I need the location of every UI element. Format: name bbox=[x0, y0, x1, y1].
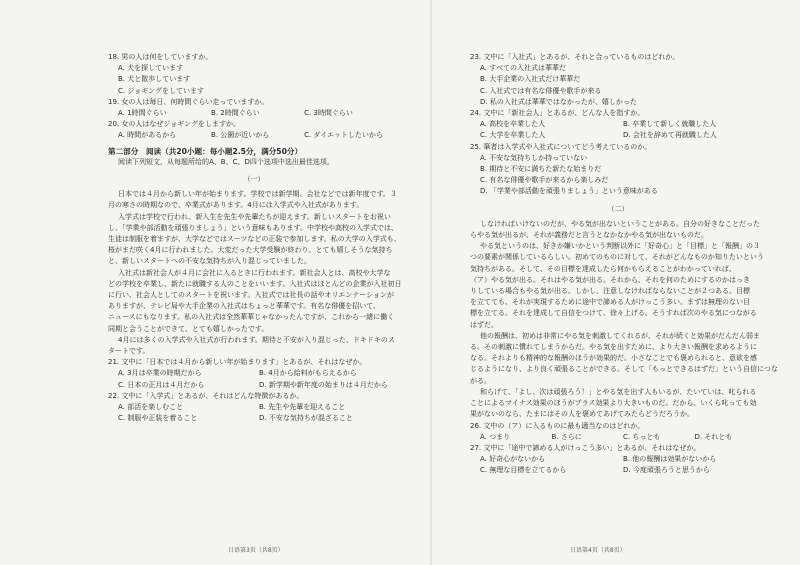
question-26-option-d: D. それとも bbox=[694, 432, 733, 441]
passage-2-line: なる。それよりも精神的な報酬のほうが効果的だ。小さなことでも褒められると、意欲を感 bbox=[470, 354, 757, 363]
passage-1-line: 入学式は学校で行われ、新入生を先生や先輩たちが迎えます。新しいスタートをお祝い bbox=[118, 212, 391, 221]
question-19-option-a: A. 1時間ぐらい bbox=[118, 109, 167, 118]
passage-2-line: りしている場合もやる気が出る。しかし、注意しなければならないことが２つある。目標 bbox=[470, 287, 750, 296]
question-19-option-b: B. 2時間ぐらい bbox=[211, 109, 260, 118]
question-21-option-a: A. 3月は卒業の時期だから bbox=[118, 369, 202, 378]
passage-2-line: （ア）やる気が出る。それはやる気が出る。それから、それを何のためにするのかはっき bbox=[470, 275, 750, 284]
passage-1-line: に行い、社会人としてのスタートを祝います。入社式では社長の話やオリエンテーションが bbox=[108, 291, 395, 300]
question-27-option-a: A. 好奇心がないから bbox=[480, 455, 546, 464]
question-27-option-d: D. 今度頑張ろうと思うから bbox=[623, 466, 710, 475]
question-23-option-a: A. すべての入社式は華華だ bbox=[480, 64, 566, 73]
section-heading: 第二部分 阅读（共20小题：每小题2.5分，满分50分） bbox=[108, 146, 303, 156]
question-21-options-ab bbox=[108, 368, 400, 379]
question-27-stem: 27. 文中に「途中で諦める人がけっこう多い」とあるが、それはなぜか。 bbox=[470, 443, 701, 452]
question-21-option-c: C. 日本の正月は４月だから bbox=[118, 380, 205, 389]
question-21-stem: 21. 文中に「日本では４月から新しい年が始まります」とあるが、それはなぜか。 bbox=[108, 358, 367, 367]
passage-1-line: 4月には多くの入学式や入社式が行われます。期待と不安が入り混じった、ドキドキのス bbox=[118, 335, 395, 344]
question-24-option-b: B. 卒業して新しく就職した人 bbox=[623, 120, 717, 129]
passage-1-line: 日本では４月から新しい年が始まります。学校では新学期、会社などでは新年度です。３ bbox=[118, 190, 397, 199]
question-19-options bbox=[108, 108, 400, 119]
section-instruction: 阅读下列短文，从每题所给的A、B、C、D四个选项中选出最佳选项。 bbox=[118, 157, 334, 166]
question-22-options-cd bbox=[108, 413, 400, 424]
passage-2-line: を立てても、それが実現するために途中で諦める人がけっこう多い。まずは無理のない目 bbox=[470, 298, 750, 307]
passage-1-line: どの学校を卒業し、新たに就職する人のことをいいます。入社式はほとんどの企業が入社初日 bbox=[108, 279, 402, 288]
question-24-option-c: C. 大学を卒業した人 bbox=[480, 131, 546, 140]
passage-2-line: 他の報酬は、初めは非常にやる気を刺激してくれるが、それが続くと効果がだんだん弱ま bbox=[480, 331, 760, 340]
question-22-option-c: C. 制服や正装を着ること bbox=[118, 414, 198, 423]
question-20-option-c: C. ダイエットしたいから bbox=[304, 131, 383, 140]
passage-2-line: 果がないのなら、たまにはその人を褒めてあげてみたらどうだろうか。 bbox=[470, 410, 694, 419]
passage-1-line: 同期と会うことができて、とても嬉しかったです。 bbox=[108, 324, 269, 333]
question-22-option-b: B. 先生や先輩を迎えること bbox=[259, 403, 346, 412]
question-18-option-c: C. ジョギングをしています bbox=[118, 86, 204, 95]
question-25-option-b: B. 期待と不安に満ちた新たな始まりだ bbox=[480, 165, 602, 174]
left-page bbox=[108, 52, 400, 552]
passage-2-line: つの要素が関係しているらしい。初めてのものに対して、それがどんなものか知りたいという bbox=[470, 253, 764, 262]
question-20-options bbox=[108, 130, 400, 141]
passage-2-line: しなければいけないのだが、やる気が出ないということがある。自分の好きなことだった bbox=[480, 219, 760, 228]
question-24-option-a: A. 高校を卒業した人 bbox=[480, 120, 546, 129]
passage-2-line: 標を立てる。それを達成して自信をつけて、徐々上げる。そうすれば次のやる気につながる bbox=[470, 309, 757, 318]
question-24-options-ab bbox=[470, 119, 766, 130]
question-24-option-d: D. 会社を辞めて再就職した人 bbox=[623, 131, 717, 140]
question-22-stem: 22. 文中に「入学式」とあるが、それはどんな特徴があるか。 bbox=[108, 391, 304, 400]
passage-2 bbox=[470, 219, 778, 421]
question-25-option-c: C. 有名な俳優や歌手が来るから楽しみだ bbox=[480, 176, 609, 185]
question-19-option-c: C. 3時間ぐらい bbox=[304, 109, 353, 118]
page-footer: 日语第4页（共8页） bbox=[570, 546, 626, 554]
passage-1-line: と、新しいスタートへの不安な気持ちが入り混じっていました。 bbox=[108, 257, 311, 266]
question-26-options bbox=[470, 432, 766, 443]
question-21-option-b: B. 4月から給料がもらえるから bbox=[259, 369, 357, 378]
question-23-stem: 23. 文中に「入社式」とあるが、それと合っているものはどれか。 bbox=[470, 53, 680, 61]
passage-1-title: （一） bbox=[243, 175, 265, 184]
passage-1-line: 生徒は制服を着ますが、大学などではスーツなどの正装で参加します。私の大学の入学式も、 bbox=[108, 235, 401, 244]
question-24-stem: 24. 文中に「新社会人」とあるが、どんな人を指すか。 bbox=[470, 109, 645, 118]
passage-1-line: し、「学業や部活動を頑張りましょう」という意味もあります。中学校や高校の入学式では、 bbox=[108, 223, 398, 232]
question-22-options-ab bbox=[108, 402, 400, 413]
question-21-options-cd bbox=[108, 380, 400, 391]
passage-2-line: はずだ。 bbox=[470, 320, 498, 329]
passage-2-line: じるようになり、より良く頑張ることができる。そして「もっとできるはずだ」という自信につな bbox=[470, 365, 778, 374]
question-18-stem: 18. 男の人は何をしていますか。 bbox=[108, 53, 213, 61]
question-20-stem: 20. 女の人はなぜジョギングをしますか。 bbox=[108, 120, 241, 129]
passage-1-line: 桜がまだ咲く4月に行われました。大変だった大学受験が終わり、とても嬉しそうな気持ち bbox=[108, 246, 393, 255]
passage-2-line: らやる気が出るが、それが義務だと言うとなかなかやる気が出ないものだ。 bbox=[470, 231, 708, 240]
question-19-stem: 19. 女の人は毎日、何時間ぐらい走っていますか。 bbox=[108, 97, 269, 106]
question-27-options-cd bbox=[470, 465, 766, 476]
passage-1-line: タートです。 bbox=[108, 347, 150, 356]
passage-1 bbox=[108, 189, 400, 357]
passage-2-line: る。その刺激に慣れてしまうからだ。やる気を出すために、より大きい報酬を求めるように bbox=[470, 343, 757, 352]
question-24-options-cd bbox=[470, 130, 766, 141]
page-fold bbox=[430, 0, 432, 565]
question-18-option-a: A. 犬を探しています bbox=[118, 64, 184, 73]
question-20-option-a: A. 時間があるから bbox=[118, 131, 177, 140]
passage-2-line: やる気というのは、好きか嫌いかという判断以外に「好奇心」と「目標」と「報酬」の３ bbox=[480, 242, 760, 251]
question-27-option-b: B. 他の報酬は効果がないから bbox=[623, 455, 717, 464]
question-25-option-a: A. 不安な気持ちしか持っていない bbox=[480, 153, 588, 162]
question-26-option-c: C. ちっとも bbox=[623, 432, 661, 441]
passage-1-line: ありますが、テレビ局や大手企業の入社式はちょっと華華です。有名な俳優を招いて、 bbox=[108, 302, 381, 311]
passage-2-line: 気持ちがある。そして、その目標を達成したら何かもらえることがわかっていれば、 bbox=[470, 264, 736, 273]
question-22-option-d: D. 不安な気持ちが混ざること bbox=[259, 414, 353, 423]
question-25-option-d: D. 「学業や部活動を頑張りましょう」という意味がある bbox=[480, 187, 658, 196]
question-27-options-ab bbox=[470, 454, 766, 465]
question-26-stem: 26. 文中の（ア）に入るものに最も適当なのはどれか。 bbox=[470, 421, 645, 430]
passage-2-line: ことによるマイナス効果のほうがプラス効果より大きいものだ。だから、いくら叱っても効 bbox=[470, 399, 757, 408]
question-27-option-c: C. 無理な目標を立てるから bbox=[480, 466, 567, 475]
question-21-option-d: D. 新学期や新年度の始まりは４月だから bbox=[259, 380, 388, 389]
question-23-option-c: C. 入社式では有名な俳優や歌手が来る bbox=[480, 86, 602, 95]
passage-1-line: 入社式は新社会人が４月に会社に入るときに行われます。新社会人とは、高校や大学な bbox=[118, 268, 391, 277]
passage-2-line: がる。 bbox=[470, 376, 491, 385]
page-footer: 日语第3页（共8页） bbox=[228, 546, 284, 554]
passage-2-title: （二） bbox=[607, 204, 629, 213]
passage-1-line: ニュースにもなります。私の入社式は全然華華じゃなかったんですが、これから一緒に働く bbox=[108, 313, 395, 322]
question-20-option-b: B. 公園が近いから bbox=[211, 131, 270, 140]
right-page bbox=[470, 52, 778, 554]
question-23-option-d: D. 私の入社式は華華ではなかったが、嬉しかった bbox=[480, 97, 637, 106]
question-22-option-a: A. 部活を楽しむこと bbox=[118, 403, 184, 412]
question-23-option-b: B. 大手企業の入社式だけ華華だ bbox=[480, 75, 581, 84]
question-26-option-b: B. さらに bbox=[551, 432, 582, 441]
question-25-stem: 25. 筆者は入学式や入社式についてどう考えているのか。 bbox=[470, 142, 652, 151]
passage-1-line: 月の寒さの時期なので、卒業式があります。4月には入学式や入社式があります。 bbox=[108, 201, 364, 210]
question-26-option-a: A. つまり bbox=[480, 432, 511, 441]
passage-2-line: 和らげて、「よし、次は頑張ろう！」とやる気を出す人もいるが、たいていは、叱られる bbox=[480, 387, 757, 396]
question-18-option-b: B. 犬と散歩しています bbox=[118, 75, 191, 84]
